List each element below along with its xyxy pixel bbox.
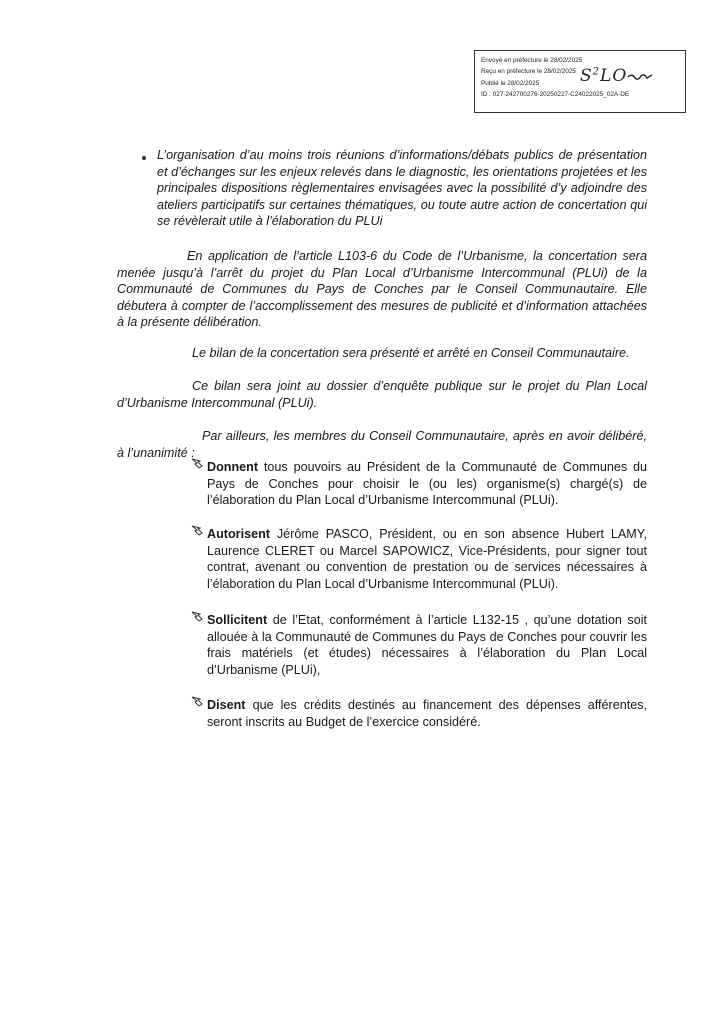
decision-verb: Sollicitent bbox=[207, 613, 268, 627]
decision-item bbox=[207, 612, 647, 678]
bullet-item: L’organisation d’au moins trois réunions d’informations/débats publics de présentation et d’échanges sur les enjeux relevés dans le diagnostic, les orientations projetées et les principales dispositions règlementaires envisagées avec la possibilité d’y adjoindre des ateliers participatifs sur certaines thématiques, ou toute autre action de concertation qui se révèlerait utile à l’élaboration du PLUi bbox=[157, 148, 647, 229]
pointing-hand-icon bbox=[191, 610, 204, 623]
paragraph-enquete: Ce bilan sera joint au dossier d’enquête publique sur le projet du Plan Local d’Urbanisme Intercommunal (PLUi). bbox=[117, 379, 647, 410]
pointing-hand-icon bbox=[191, 457, 204, 470]
stamp-received-line: Reçu en préfecture le 28/02/2025 bbox=[481, 68, 576, 76]
decision-text: que les crédits destinés au financement des dépenses afférentes, seront inscrits au Budget de l’exercice considéré. bbox=[207, 698, 647, 729]
stamp-id-line: ID : 027-242700276-20250227-C24022025_02A-DE bbox=[481, 90, 630, 98]
paragraph-bilan: Le bilan de la concertation sera présenté et arrêté en Conseil Communautaire. bbox=[192, 346, 630, 360]
stamp-published-line: Publié le 28/02/2025 bbox=[481, 79, 540, 87]
decision-verb: Donnent bbox=[207, 460, 259, 474]
decision-text: tous pouvoirs au Président de la Communauté de Communes du Pays de Conches pour choisir le (ou les) organisme(s) chargé(s) de l’élaboration du Plan Local d’Urbanisme Intercommunal (PLUi). bbox=[207, 460, 647, 508]
pointing-hand-icon bbox=[191, 695, 204, 708]
handwritten-signature: $S^2LO$ bbox=[580, 66, 653, 86]
paragraph-deliberation: Par ailleurs, les membres du Conseil Communautaire, après en avoir délibéré, à l’unanimité : bbox=[117, 429, 647, 460]
decision-verb: Autorisent bbox=[207, 527, 270, 541]
decision-text: Jérôme PASCO, Président, ou en son absence Hubert LAMY, Laurence CLERET ou Marcel SAPOWICZ, Vice-Présidents, pour signer tout contrat, avenant ou convention de prestation ou de services nécessaires à l’élaboration du Plan Local d’Urbanisme Intercommunal (PLUi). bbox=[207, 527, 647, 591]
decision-item bbox=[207, 459, 647, 509]
pointing-hand-icon bbox=[191, 524, 204, 537]
decision-item bbox=[207, 526, 647, 592]
paragraph-concertation: En application de l’article L103-6 du Code de l’Urbanisme, la concertation sera menée jusqu’à l’arrêt du projet du Plan Local d’Urbanisme Intercommunal (PLUi) de la Communauté de Communes du Pays de Conches par le Conseil Communautaire. Elle débutera à compter de l’accomplissement des mesures de publicité et d’information attachées à la présente délibération. bbox=[117, 249, 647, 330]
bullet-dot bbox=[142, 156, 146, 160]
decision-text: de l’Etat, conformément à l’article L132-15 , qu’une dotation soit allouée à la Communauté de Communes du Pays de Conches pour couvrir les frais matériels (et études) nécessaires à l’élaboration du Plan Local d’Urbanisme (PLUi), bbox=[207, 613, 647, 677]
decision-item bbox=[207, 697, 647, 730]
stamp-sent-line: Envoyé en préfecture le 28/02/2025 bbox=[481, 57, 583, 64]
decision-verb: Disent bbox=[207, 698, 246, 712]
